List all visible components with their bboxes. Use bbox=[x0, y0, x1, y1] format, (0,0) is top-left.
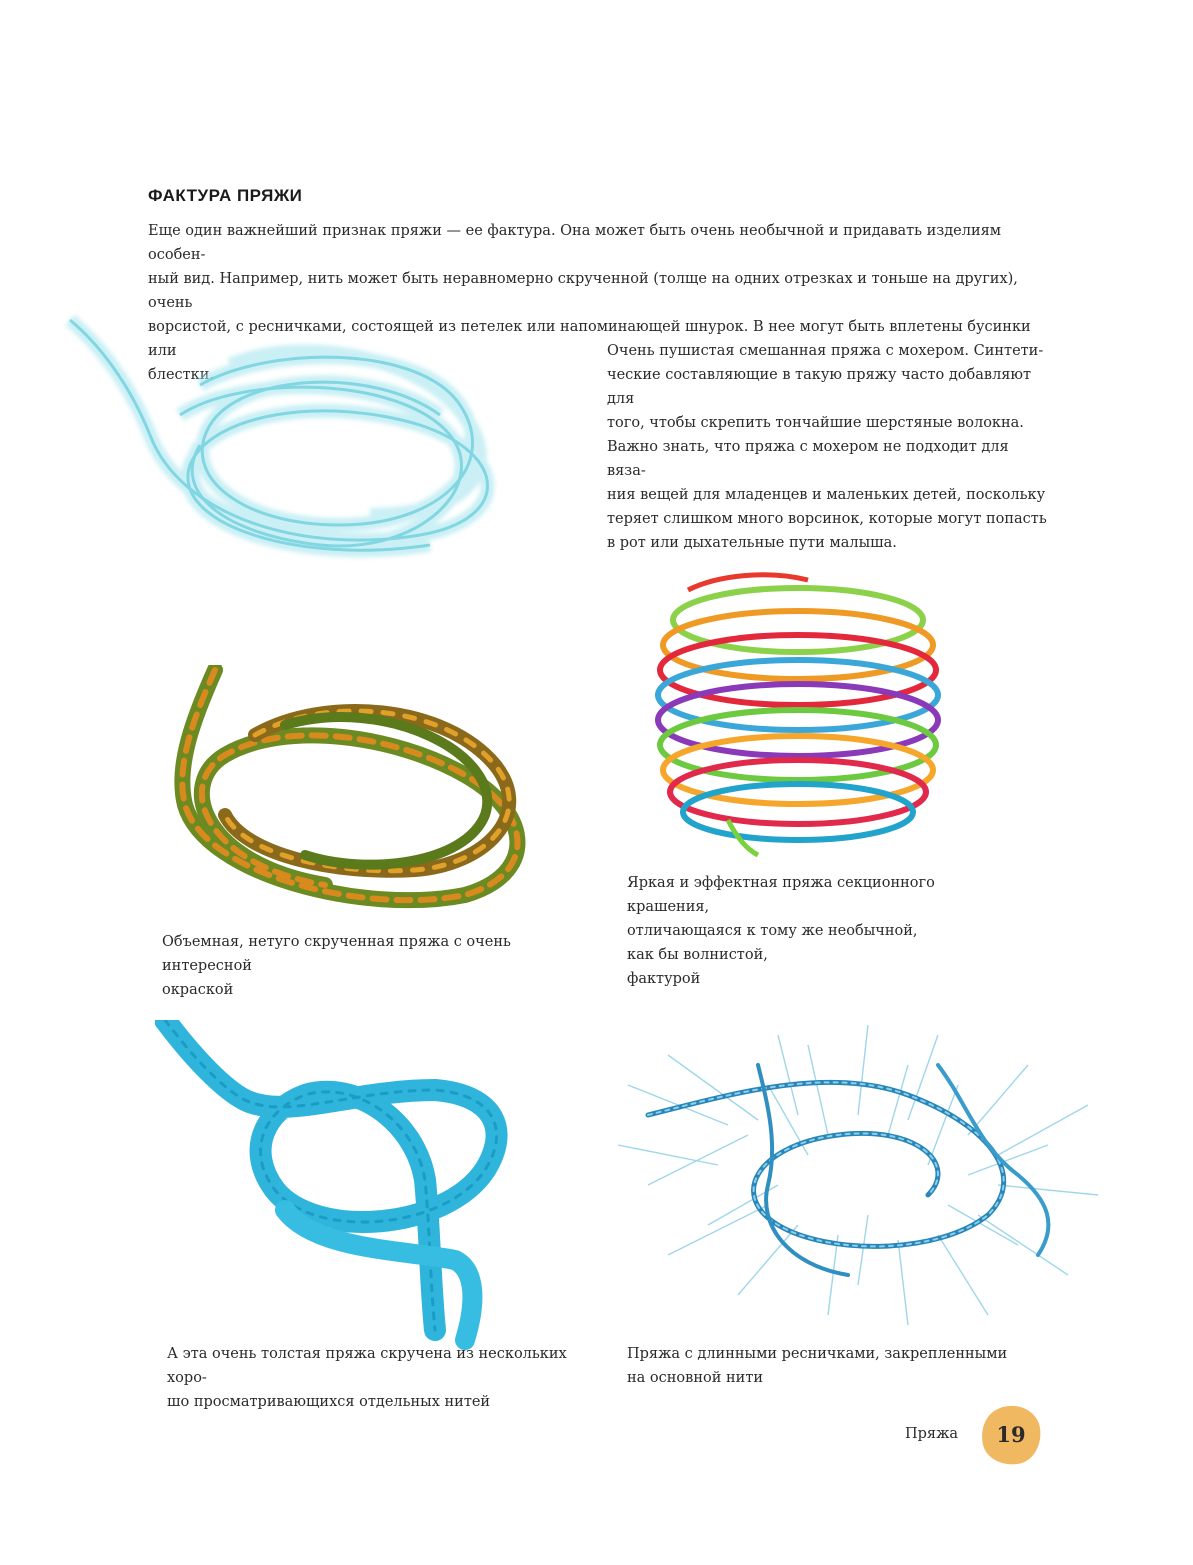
caption-line: ния вещей для младенцев и маленьких детей, поскольку bbox=[607, 487, 1046, 503]
caption-line: А эта очень толстая пряжа скручена из нескольких хоро- bbox=[167, 1346, 567, 1386]
caption-line: фактурой bbox=[627, 971, 701, 987]
caption-line: окраской bbox=[162, 982, 234, 998]
caption-line: Важно знать, что пряжа с мохером не подходит для вяза- bbox=[607, 439, 1009, 479]
intro-line: Еще один важнейший признак пряжи — ее фактура. Она может быть очень необычной и придавать изделиям особен- bbox=[148, 223, 1002, 263]
caption-line: отличающаяся к тому же необычной, как бы волнистой, bbox=[627, 923, 918, 963]
bulky-yarn-photo bbox=[165, 665, 540, 920]
bulky-caption bbox=[162, 930, 602, 1002]
mohair-yarn-photo bbox=[40, 305, 580, 640]
plied-yarn-photo bbox=[155, 1020, 520, 1350]
variegated-yarn-photo bbox=[648, 570, 948, 860]
caption-line: теряет слишком много ворсинок, которые могут попасть bbox=[607, 511, 1047, 527]
caption-line: в рот или дыхательные пути малыша. bbox=[607, 535, 897, 551]
section-title: ФАКТУРА ПРЯЖИ bbox=[148, 186, 303, 205]
intro-line: блестки. bbox=[148, 367, 215, 383]
plied-caption bbox=[167, 1342, 597, 1414]
caption-line: Яркая и эффектная пряжа секционного крашения, bbox=[627, 875, 935, 915]
caption-line: того, чтобы скрепить тончайшие шерстяные волокна. bbox=[607, 415, 1024, 431]
running-footer-chapter: Пряжа bbox=[905, 1426, 959, 1442]
caption-line: ческие составляющие в такую пряжу часто добавляют для bbox=[607, 367, 1032, 407]
page-number-badge bbox=[980, 1404, 1042, 1466]
caption-line: Очень пушистая смешанная пряжа с мохером. Синтети- bbox=[607, 343, 1044, 359]
eyelash-yarn-photo bbox=[608, 1025, 1113, 1330]
variegated-caption bbox=[627, 871, 947, 991]
caption-line: шо просматривающихся отдельных нитей bbox=[167, 1394, 491, 1410]
caption-line: Объемная, нетуго скрученная пряжа с очень интересной bbox=[162, 934, 511, 974]
eyelash-caption bbox=[627, 1342, 1047, 1390]
caption-line: на основной нити bbox=[627, 1370, 764, 1386]
mohair-caption bbox=[607, 339, 1047, 555]
caption-line: Пряжа с длинными ресничками, закрепленными bbox=[627, 1346, 1008, 1362]
intro-line: ный вид. Например, нить может быть неравномерно скрученной (толще на одних отрезках и тоньше на других), очень bbox=[148, 271, 1018, 311]
page-number: 19 bbox=[996, 1422, 1026, 1447]
intro-line: ворсистой, с ресничками, состоящей из петелек или напоминающей шнурок. В нее могут быть вплетены бусинки или bbox=[148, 319, 1031, 359]
